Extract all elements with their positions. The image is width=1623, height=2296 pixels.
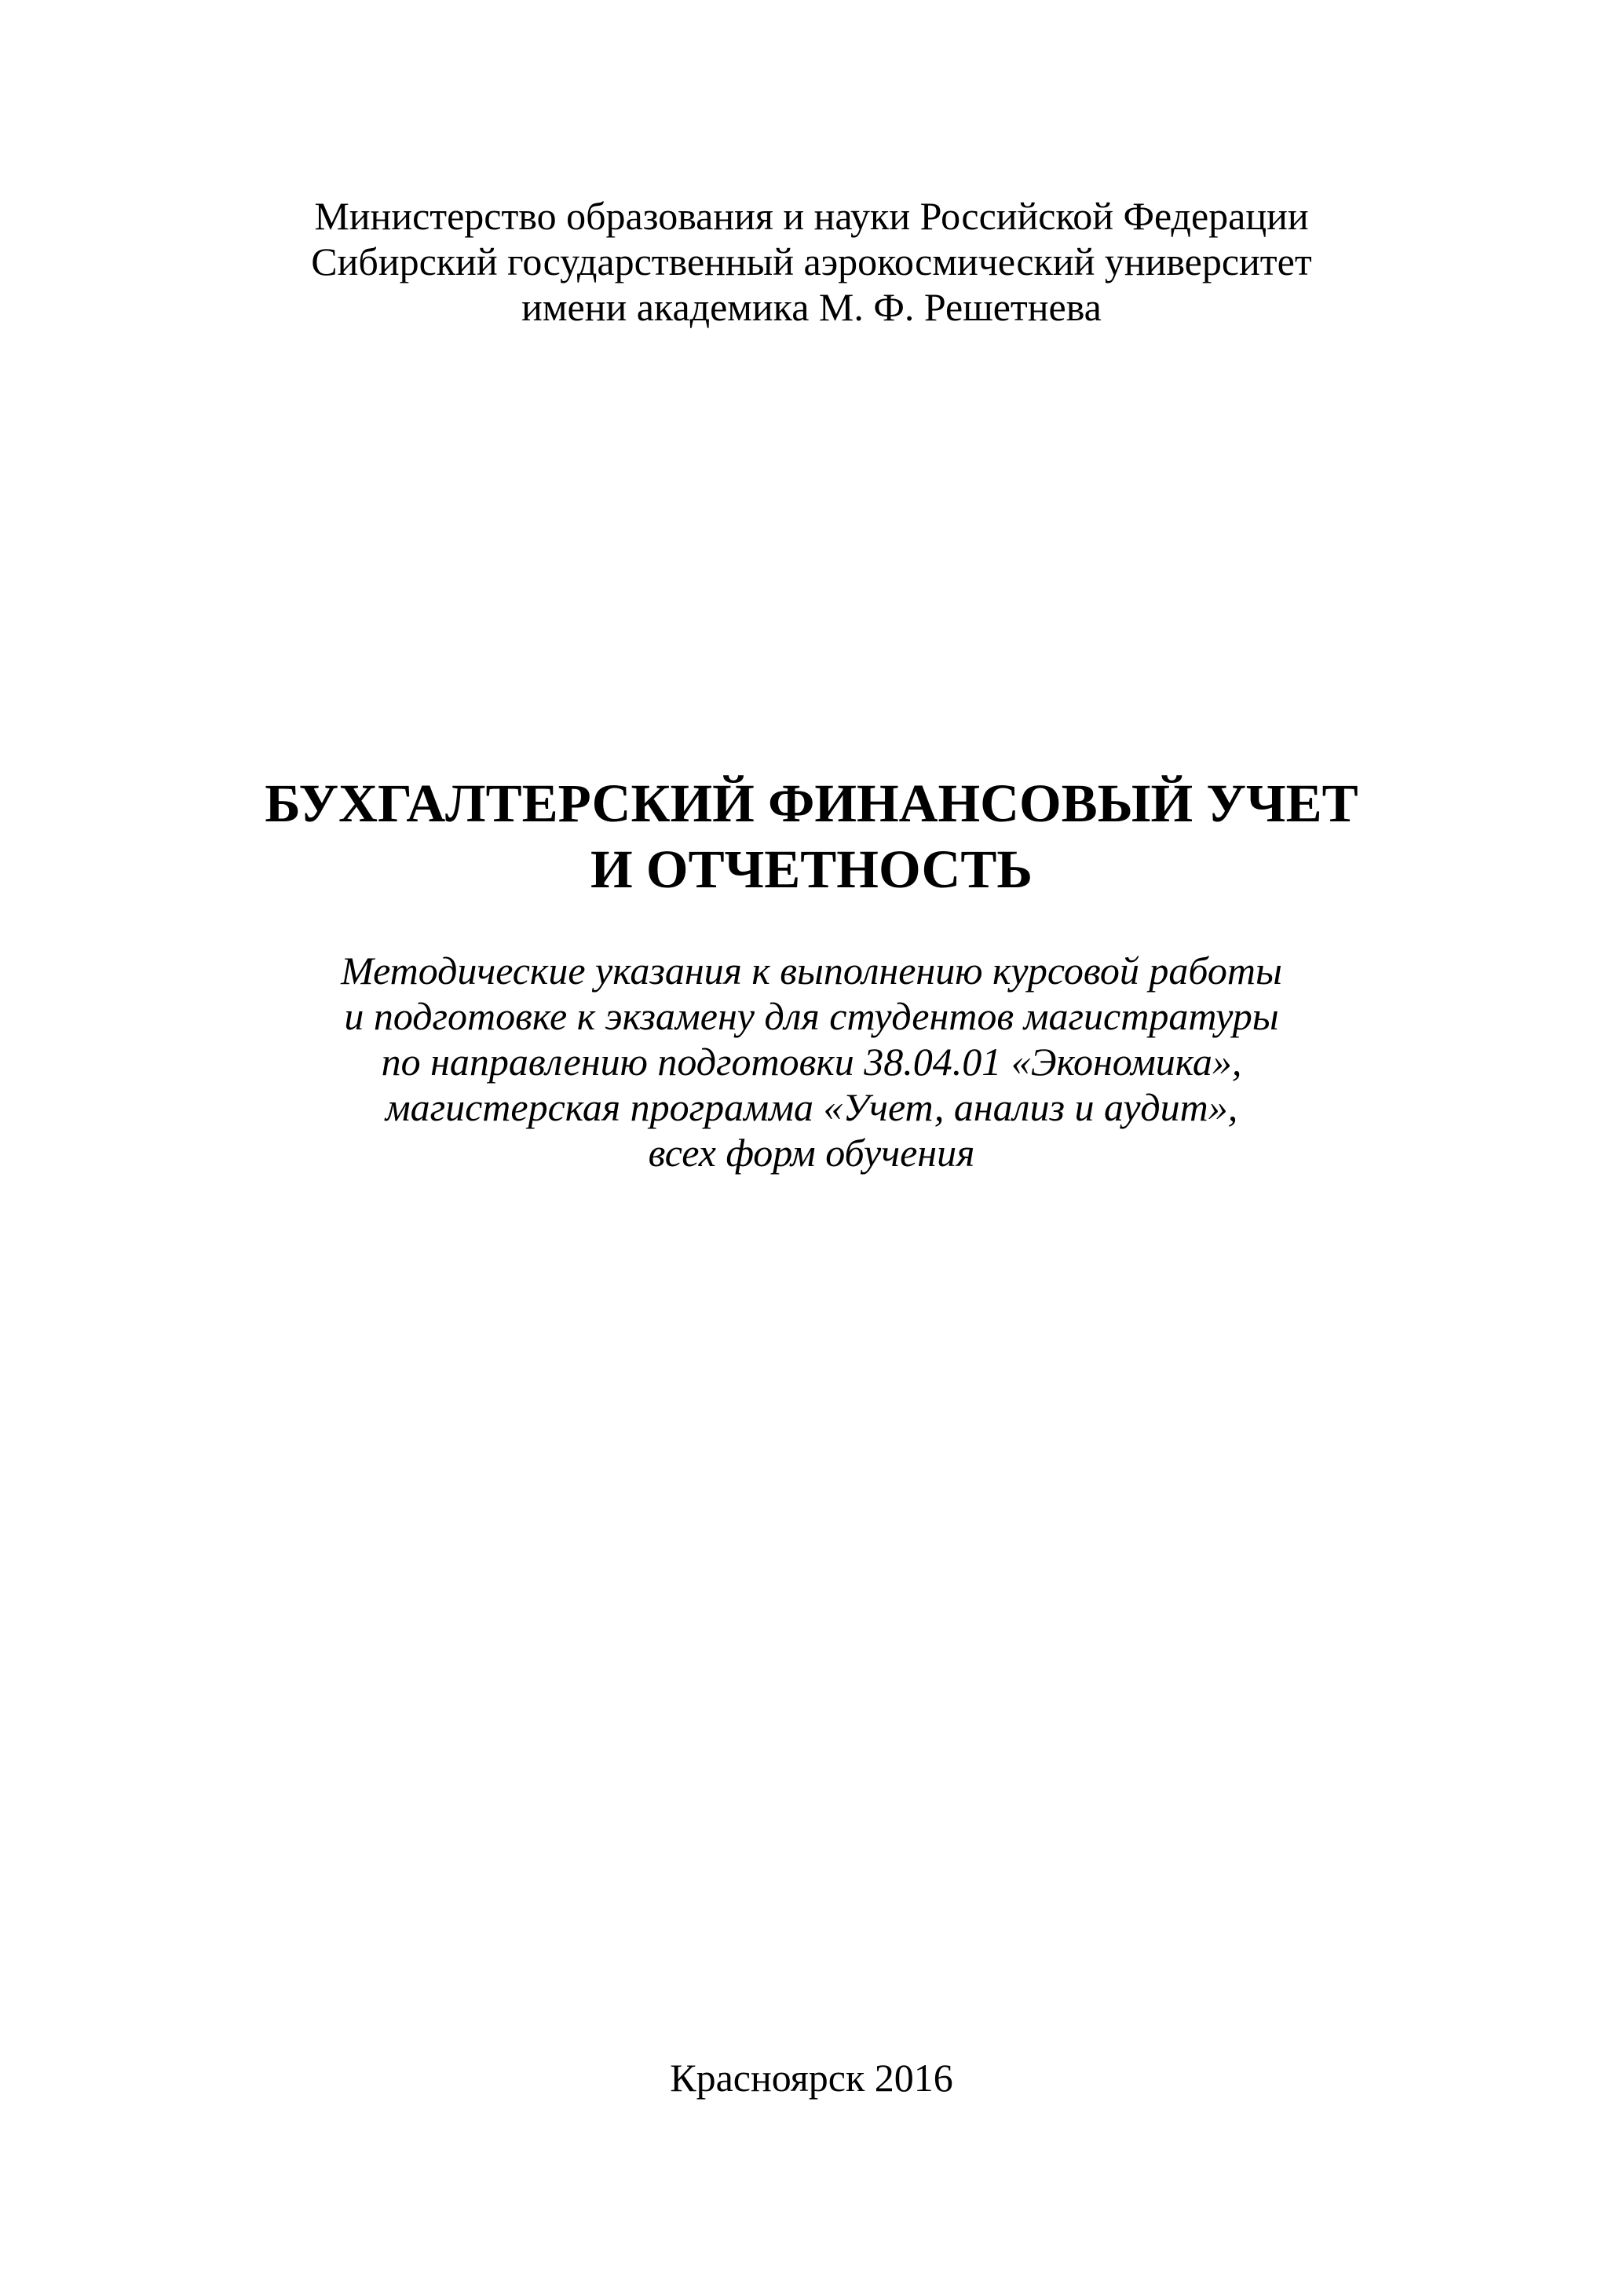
subtitle-line-4: магистерская программа «Учет, анализ и аудит», (385, 1085, 1238, 1129)
subtitle-line-2: и подготовке к экзамену для студентов магистратуры (344, 994, 1279, 1038)
subtitle-line-3: по направлению подготовки 38.04.01 «Экономика», (381, 1040, 1242, 1084)
ministry-line: Министерство образования и науки Российской Федерации (314, 194, 1309, 238)
university-name-line: имени академика М. Ф. Решетнева (521, 285, 1102, 329)
subtitle-line-1: Методические указания к выполнению курсовой работы (341, 949, 1282, 993)
university-line: Сибирский государственный аэрокосмический университет (311, 239, 1312, 283)
subtitle-line-5: всех форм обучения (648, 1131, 975, 1175)
city-year: Красноярск 2016 (670, 2056, 953, 2100)
title-line-1: БУХГАЛТЕРСКИЙ ФИНАНСОВЫЙ УЧЕТ (265, 773, 1358, 833)
title-line-2: И ОТЧЕТНОСТЬ (590, 839, 1033, 899)
